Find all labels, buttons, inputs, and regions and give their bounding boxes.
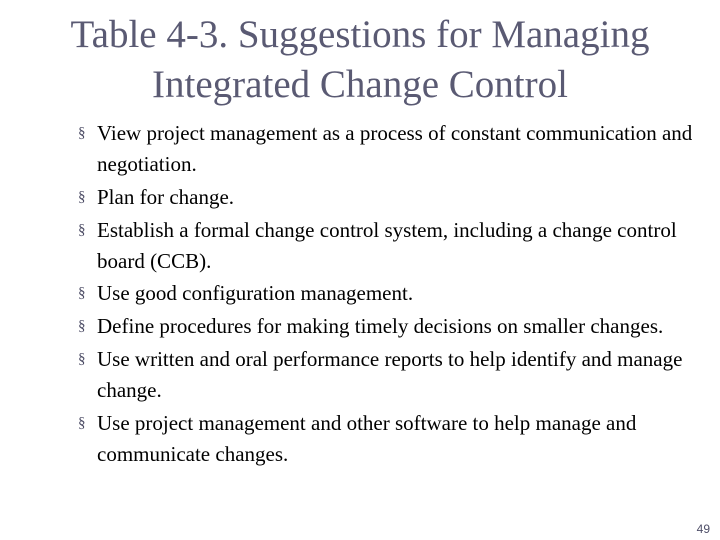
page-number: 49 xyxy=(696,522,710,536)
bullet-marker-icon: § xyxy=(78,318,86,335)
bullet-marker-icon: § xyxy=(78,350,86,367)
bullet-marker-icon: § xyxy=(78,414,86,431)
slide-title: Table 4-3. Suggestions for Managing Integrated Change Control xyxy=(70,13,650,106)
bullet-marker-icon: § xyxy=(78,221,86,238)
bullet-item xyxy=(78,278,698,309)
bullet-text: Use good configuration management. xyxy=(97,281,414,306)
bullet-item xyxy=(78,408,698,470)
bullet-marker-icon: § xyxy=(78,285,86,302)
bullet-item xyxy=(78,215,698,277)
bullet-marker-icon: § xyxy=(78,188,86,205)
bullet-text: Plan for change. xyxy=(97,184,235,209)
bullet-item xyxy=(78,311,698,342)
bullet-item xyxy=(78,344,698,406)
bullet-item xyxy=(78,182,698,213)
bullet-list xyxy=(78,118,698,472)
bullet-text: View project management as a process of constant communication and negotiation. xyxy=(97,121,693,176)
bullet-marker-icon: § xyxy=(78,125,86,141)
bullet-text: Use project management and other software to help manage and communicate changes. xyxy=(97,410,637,466)
bullet-text: Define procedures for making timely decisions on smaller changes. xyxy=(97,314,664,339)
bullet-text: Establish a formal change control system, including a change control board (CCB). xyxy=(97,217,677,273)
bullet-text: Use written and oral performance reports to help identify and manage change. xyxy=(97,346,683,402)
bullet-item xyxy=(78,118,698,180)
